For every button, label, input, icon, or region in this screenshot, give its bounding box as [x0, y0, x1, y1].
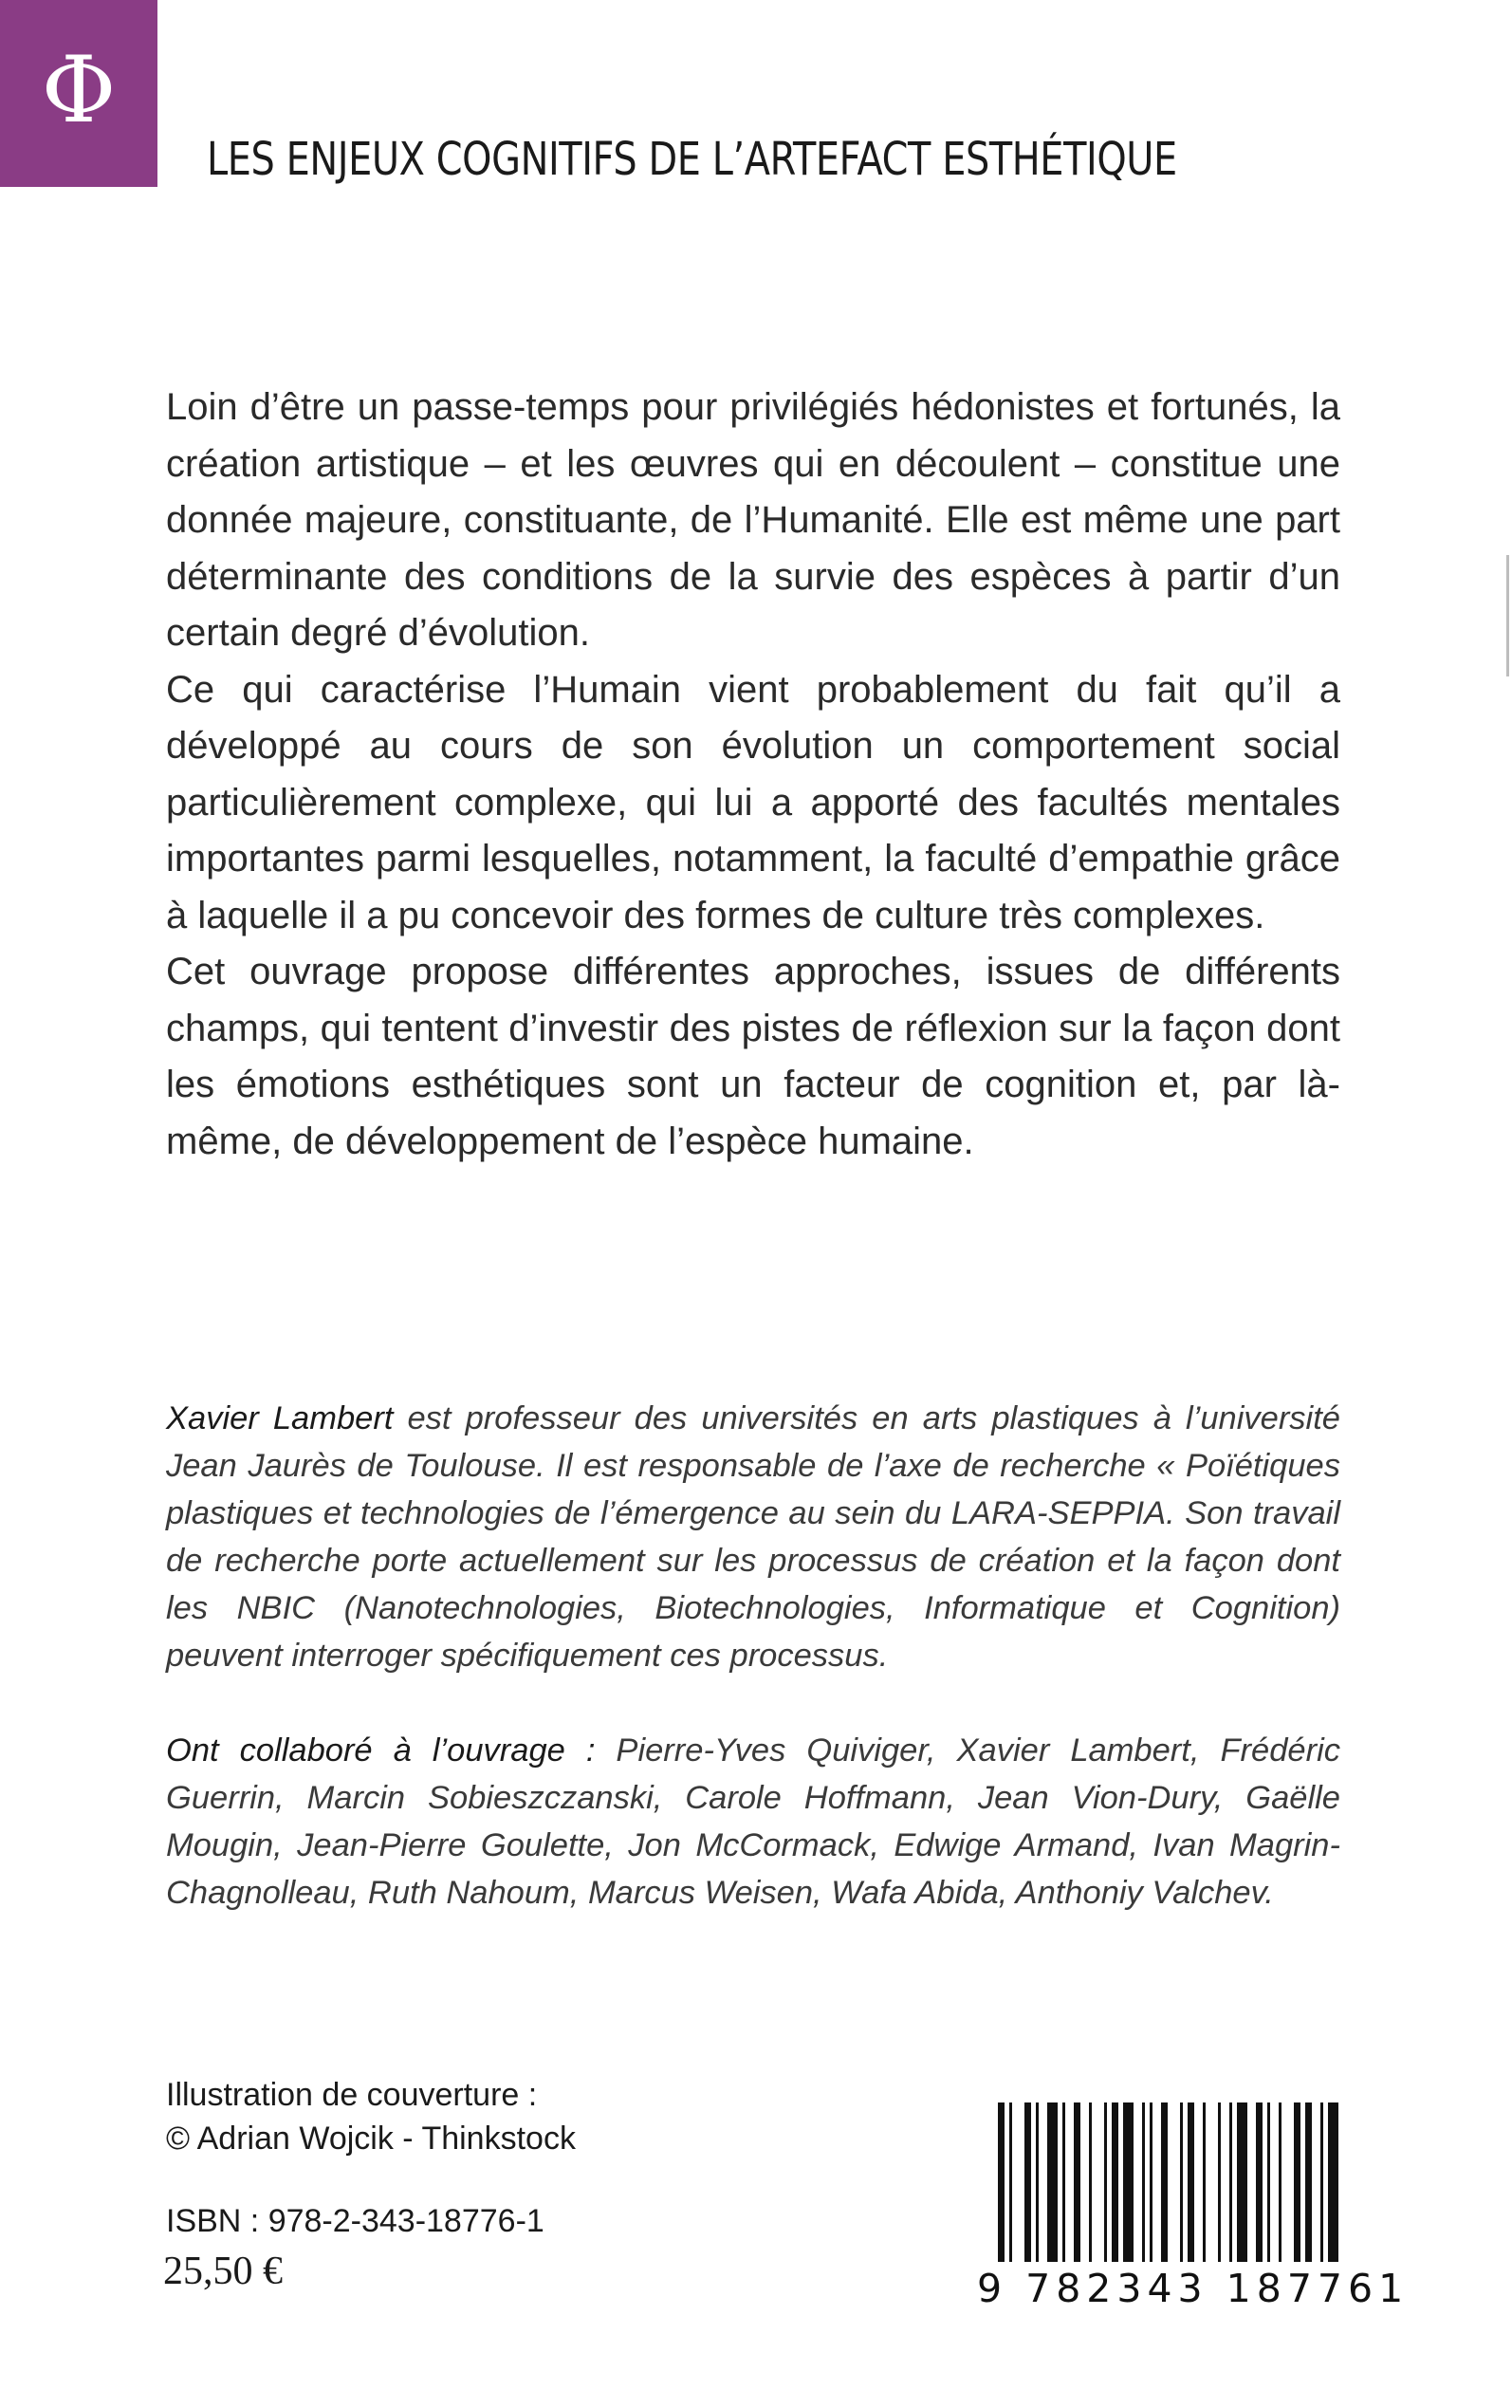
- barcode-bar: [1203, 2102, 1206, 2262]
- isbn-barcode: [977, 2097, 1410, 2315]
- barcode-bar: [1024, 2102, 1031, 2262]
- barcode-bar: [998, 2102, 1005, 2262]
- cover-credits-value: © Adrian Wojcik - Thinkstock: [166, 2121, 576, 2157]
- barcode-digits: 9 782343 187761: [977, 2266, 1410, 2311]
- barcode-bar: [1320, 2102, 1323, 2262]
- barcode-bar: [1305, 2102, 1312, 2262]
- barcode-bar: [1180, 2102, 1183, 2262]
- barcode-bar: [1161, 2102, 1168, 2262]
- blurb-paragraph: Cet ouvrage propose différentes approches, issues de différents champs, qui tentent d’investir des pistes de réflexion sur la façon dont les émotions esthétiques sont un facteur de cognition et, par là-même, de développement de l’espèce humaine.: [166, 951, 1340, 1162]
- barcode-bar: [1112, 2102, 1118, 2262]
- barcode-bar: [1142, 2102, 1145, 2262]
- barcode-bar: [1036, 2102, 1039, 2262]
- barcode-bar: [1104, 2102, 1107, 2262]
- price: 25,50 €: [163, 2250, 283, 2293]
- spine-edge-mark: [1506, 555, 1509, 676]
- barcode-bar: [1294, 2102, 1300, 2262]
- barcode-bar: [1062, 2102, 1065, 2262]
- barcode-bar: [1279, 2102, 1282, 2262]
- barcode-bar: [1123, 2102, 1134, 2262]
- barcode-bar: [1150, 2102, 1152, 2262]
- cover-credits-label: Illustration de couverture :: [166, 2077, 538, 2113]
- author-name: Xavier Lambert: [166, 1400, 394, 1436]
- barcode-bar: [1047, 2102, 1058, 2262]
- back-cover-blurb: [166, 380, 1340, 1170]
- contributors-label: Ont collaboré à l’ouvrage :: [166, 1732, 596, 1769]
- barcode-bar: [1229, 2102, 1232, 2262]
- book-title: LES ENJEUX COGNITIFS DE L’ARTEFACT ESTHÉTIQUE: [207, 133, 1177, 186]
- blurb-paragraph: Loin d’être un passe-temps pour privilégiés hédonistes et fortunés, la création artistique – et les œuvres qui en découlent – constitue une donnée majeure, constituante, de l’Humanité. Elle est même une part déterminante des conditions de la survie des espèces à partir d’un certain degré d’évolution.: [166, 386, 1340, 654]
- publisher-logo: [0, 0, 157, 187]
- barcode-bar: [1089, 2102, 1092, 2262]
- phi-logo-icon: Φ: [41, 36, 117, 143]
- barcode-bar: [1009, 2102, 1012, 2262]
- contributors: [166, 1727, 1340, 1917]
- barcode-bar: [1074, 2102, 1080, 2262]
- barcode-bar: [1256, 2102, 1263, 2262]
- barcode-bar: [1237, 2102, 1247, 2262]
- contributors-names: Pierre-Yves Quiviger, Xavier Lambert, Frédéric Guerrin, Marcin Sobieszczanski, Carole Hoffmann, Jean Vion-Dury, Gaëlle Mougin, Jean-Pierre Goulette, Jon McCormack, Edwige Armand, Ivan Magrin-Chagnolleau, Ruth Nahoum, Marcus Weisen, Wafa Abida, Anthoniy Valchev.: [166, 1732, 1340, 1911]
- barcode-bar: [1188, 2102, 1194, 2262]
- isbn: ISBN : 978-2-343-18776-1: [166, 2203, 544, 2239]
- cover-credits: [166, 2073, 576, 2160]
- barcode-bar: [1218, 2102, 1221, 2262]
- author-bio: [166, 1395, 1340, 1679]
- author-bio-text: est professeur des universités en arts plastiques à l’université Jean Jaurès de Toulouse. Il est responsable de l’axe de recherche « Poïétiques plastiques et technologies de l’émergence au sein du LARA-SEPPIA. Son travail de recherche porte actuellement sur les processus de création et la façon dont les NBIC (Nanotechnologies, Biotechnologies, Informatique et Cognition) peuvent interroger spécifiquement ces processus.: [166, 1400, 1340, 1674]
- barcode-bar: [1267, 2102, 1270, 2262]
- barcode-bar: [1328, 2102, 1338, 2262]
- blurb-paragraph: Ce qui caractérise l’Humain vient probablement du fait qu’il a développé au cours de son évolution un comportement social particulièrement complexe, qui lui a apporté des facultés mentales importantes parmi lesquelles, notamment, la faculté d’empathie grâce à laquelle il a pu concevoir des formes de culture très complexes.: [166, 668, 1340, 936]
